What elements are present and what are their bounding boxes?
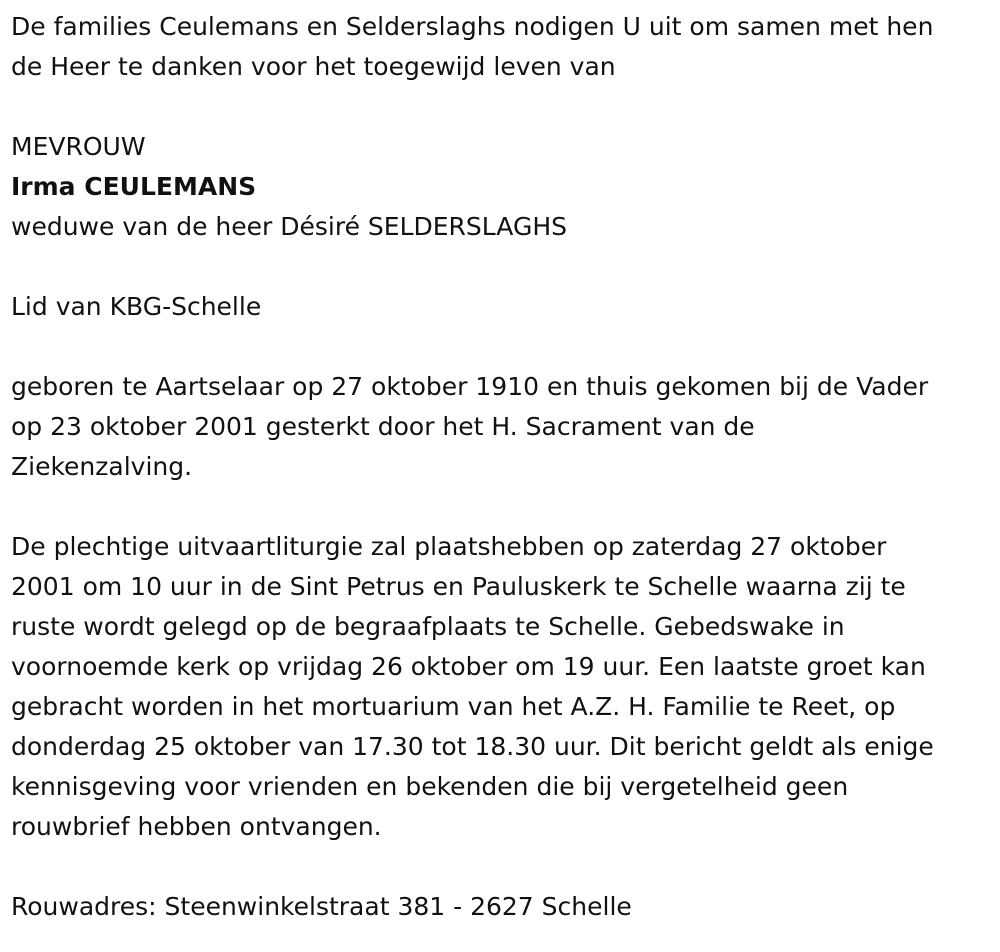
intro-line: de Heer te danken voor het toegewijd leven van [11,52,616,81]
life-line: op 23 oktober 2001 gesterkt door het H. Sacrament van de [11,412,755,441]
funeral-line: rouwbrief hebben ontvangen. [11,812,382,841]
funeral-line: De plechtige uitvaartliturgie zal plaatshebben op zaterdag 27 oktober [11,532,887,561]
intro-line: De families Ceulemans en Selderslaghs nodigen U uit om samen met hen [11,12,934,41]
life-paragraph [11,367,991,487]
funeral-line: ruste wordt gelegd op de begraafplaats te Schelle. Gebedswake in [11,612,845,641]
death-notice [11,7,991,927]
mourning-address: Rouwadres: Steenwinkelstraat 381 - 2627 Schelle [11,892,632,921]
funeral-line: kennisgeving voor vrienden en bekenden die bij vergetelheid geen [11,772,849,801]
spacer [11,327,991,367]
intro-paragraph [11,7,991,87]
funeral-paragraph [11,527,991,847]
funeral-line: 2001 om 10 uur in de Sint Petrus en Pauluskerk te Schelle waarna zij te [11,572,906,601]
funeral-line: voornoemde kerk op vrijdag 26 oktober om 19 uur. Een laatste groet kan [11,652,926,681]
deceased-name: Irma CEULEMANS [11,172,257,201]
funeral-line: gebracht worden in het mortuarium van het A.Z. H. Familie te Reet, op [11,692,896,721]
life-line: geboren te Aartselaar op 27 oktober 1910 en thuis gekomen bij de Vader [11,372,929,401]
spacer [11,847,991,887]
life-line: Ziekenzalving. [11,452,193,481]
deceased-spouse: weduwe van de heer Désiré SELDERSLAGHS [11,212,567,241]
deceased-block [11,127,991,247]
spacer [11,487,991,527]
deceased-title: MEVROUW [11,132,146,161]
spacer [11,247,991,287]
spacer [11,87,991,127]
membership-text: Lid van KBG-Schelle [11,292,262,321]
funeral-line: donderdag 25 oktober van 17.30 tot 18.30 uur. Dit bericht geldt als enige [11,732,934,761]
